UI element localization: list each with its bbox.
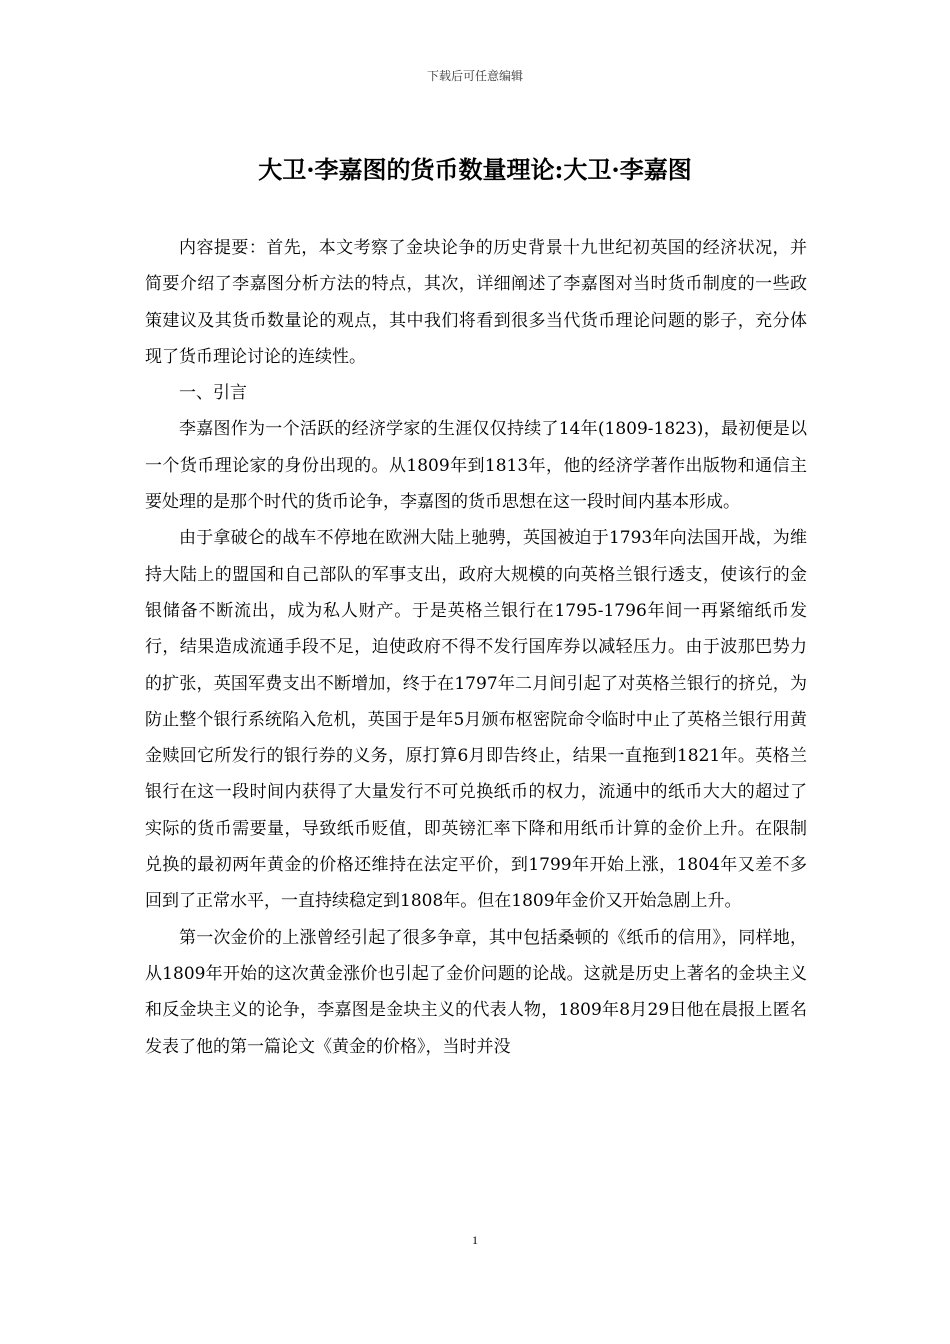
body-paragraph: 李嘉图作为一个活跃的经济学家的生涯仅仅持续了14年(1809-1823)，最初便是以一个货币理论家的身份出现的。从1809年到1813年，他的经济学著作出版物和通信主要处理的是那个时代的货币论争，李嘉图的货币思想在这一段时间内基本形成。	[145, 419, 807, 513]
body-paragraph: 第一次金价的上涨曾经引起了很多争章，其中包括桑顿的《纸币的信用》，同样地，从1809年开始的这次黄金涨价也引起了金价问题的论战。这就是历史上著名的金块主义和反金块主义的论争，李嘉图是金块主义的代表人物，1809年8月29日他在晨报上匿名发表了他的第一篇论文《黄金的价格》，当时并没	[145, 927, 807, 1057]
document-title: 大卫·李嘉图的货币数量理论:大卫·李嘉图	[258, 155, 692, 184]
page-number: 1	[472, 1233, 478, 1247]
page-header: 下载后可任意编辑	[426, 69, 523, 83]
document-body	[145, 230, 807, 1065]
abstract-paragraph: 内容提要：首先，本文考察了金块论争的历史背景十九世纪初英国的经济状况，并简要介绍了李嘉图分析方法的特点，其次，详细阐述了李嘉图对当时货币制度的一些政策建议及其货币数量论的观点，其中我们将看到很多当代货币理论问题的影子，充分体现了货币理论讨论的连续性。	[145, 238, 807, 367]
body-paragraph: 由于拿破仑的战车不停地在欧洲大陆上驰骋，英国被迫于1793年向法国开战，为维持大陆上的盟国和自己部队的军事支出，政府大规模的向英格兰银行透支，使该行的金银储备不断流出，成为私人财产。于是英格兰银行在1795-1796年间一再紧缩纸币发行，结果造成流通手段不足，迫使政府不得不发行国库券以减轻压力。由于波那巴势力的扩张，英国军费支出不断增加，终于在1797年二月间引起了对英格兰银行的挤兑，为防止整个银行系统陷入危机，英国于是年5月颁布枢密院命令临时中止了英格兰银行用黄金赎回它所发行的银行券的义务，原打算6月即告终止，结果一直拖到1821年。英格兰银行在这一段时间内获得了大量发行不可兑换纸币的权力，流通中的纸币大大的超过了实际的货币需要量，导致纸币贬值，即英镑汇率下降和用纸币计算的金价上升。在限制兑换的最初两年黄金的价格还维持在法定平价，到1799年开始上涨，1804年又差不多回到了正常水平，一直持续稳定到1808年。但在1809年金价又开始急剧上升。	[145, 528, 807, 912]
section-heading-introduction: 一、引言	[179, 383, 247, 404]
